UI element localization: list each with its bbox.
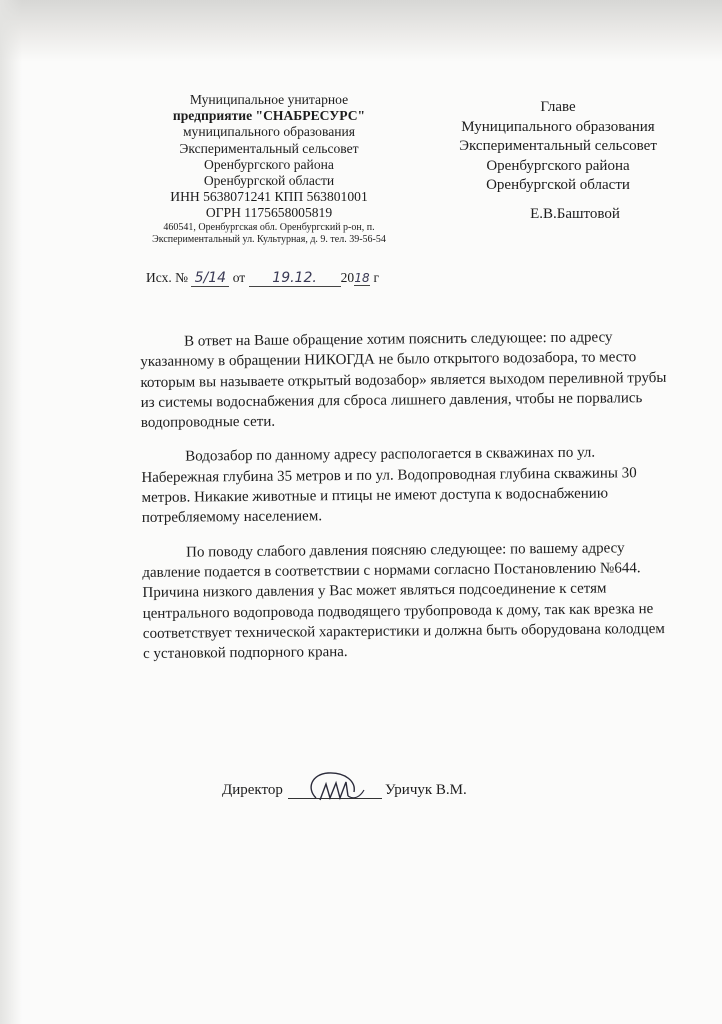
outgoing-number: 5/14 [191,270,229,287]
sender-block [138,92,400,246]
outgoing-year-suffix: 18 [354,271,370,285]
outgoing-prefix: Исх. № [146,270,188,285]
letter-body [140,327,673,679]
outgoing-reference [146,270,396,287]
recipient-line: Экспериментальный сельсовет [459,138,657,155]
scan-edge-shadow [0,0,722,62]
sender-address: 460541, Оренбургская обл. Оренбургский р-он, п. Экспериментальный ул. Культурная, д. 9. тел. 39-56-54 [152,221,386,245]
recipient-line: Оренбургской области [486,177,630,194]
sender-line-company: предприятие "СНАБРЕСУРС" [172,108,366,124]
handwritten-signature [302,770,372,810]
sender-inn-kpp: ИНН 5638071241 КПП 563801001 [170,189,368,205]
recipient-name: Е.В.Баштовой [530,205,620,222]
recipient-line: Главе [540,99,576,115]
sender-line: Муниципальное унитарное [189,92,349,107]
outgoing-year-prefix: 20 [340,270,355,285]
outgoing-date: 19.12. [249,270,341,287]
body-paragraph: Водозабор по данному адресу распологается в скважинах по ул. Набережная глубина 35 метров и по ул. Водопроводная глубина скважины 30 метров. Никакие животные и птицы не имеют доступа к водоснабжению потребляемому населением. [141,445,637,527]
scan-edge-shadow-left [0,0,22,1024]
recipient-line: Оренбургского района [486,157,630,174]
sender-ogrn: ОГРН 1175658005819 [205,205,333,221]
signer-name: Уричук В.М. [385,782,467,798]
sender-line: Оренбургской области [203,173,335,189]
sender-line: Оренбургского района [204,156,334,172]
recipient-line: Муниципального образования [461,118,655,135]
signer-role: Директор [222,782,283,798]
sender-line: муниципального образования [182,124,356,140]
outgoing-from-label: от [232,270,246,285]
body-paragraph: В ответ на Ваше обращение хотим пояснить следующее: по адресу указанному в обращении НИКОГДА не было открытого водозабора, то место которым вы называете открытый водозабор» является выходом переливной трубы из системы водоснабжения для сброса лишнего давления, чтобы не порвались водопроводные сети. [140,329,667,432]
sender-line: Экспериментальный сельсовет [179,140,359,156]
outgoing-year-unit: г [373,270,379,285]
recipient-block [445,98,671,225]
signature-block [222,770,482,810]
body-paragraph: По поводу слабого давления поясняю следующее: по вашему адресу давление подается в соответствии с нормами согласно Постановлению №644. Причина низкого давления у Вас может являться подсоединение к сетям центрального водопровода подводящего трубопровода к дому, так как врезка не соответствует технической характеристики и должна быть оборудована колодцем с установкой подпорного крана. [142,540,665,663]
